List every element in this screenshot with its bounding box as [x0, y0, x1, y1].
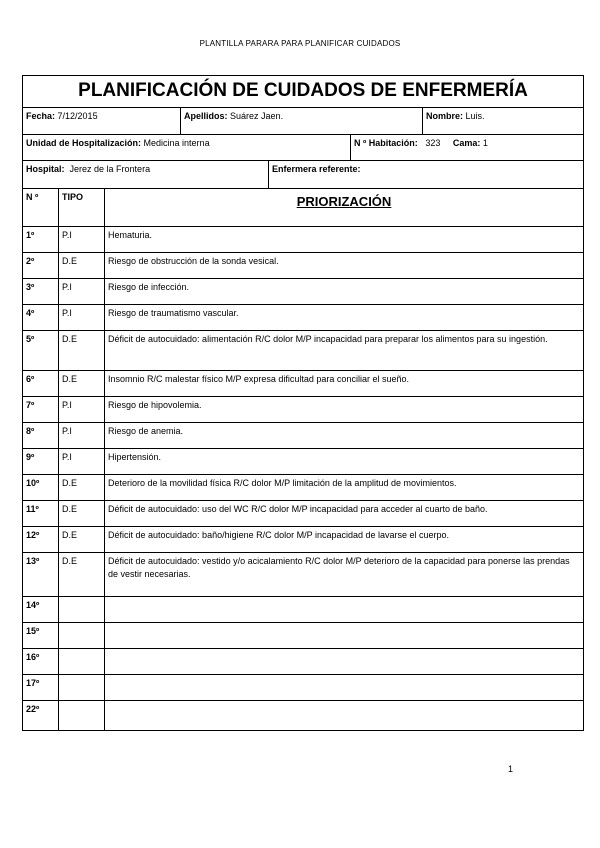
row-diagnosis	[104, 622, 584, 649]
page-header: PLANTILLA PARARA PARA PLANIFICAR CUIDADOS	[199, 39, 401, 48]
unidad-value: Medicina interna	[143, 138, 210, 148]
unidad-cell	[22, 134, 351, 161]
page-number: 1	[508, 764, 514, 774]
row-number: 10º	[22, 474, 59, 501]
fecha-label: Fecha:	[26, 111, 56, 121]
row-tipo: P.I	[58, 226, 105, 253]
row-diagnosis: Riesgo de obstrucción de la sonda vesical.	[104, 252, 584, 279]
habitacion-cell	[350, 134, 584, 161]
row-tipo: D.E	[58, 500, 105, 527]
row-tipo: D.E	[58, 330, 105, 371]
row-number: 14º	[22, 596, 59, 623]
row-tipo: P.I	[58, 396, 105, 423]
hospital-value: Jerez de la Frontera	[69, 164, 151, 174]
hospital-cell	[22, 160, 269, 189]
row-tipo	[58, 648, 105, 675]
row-diagnosis: Insomnio R/C malestar físico M/P expresa dificultad para conciliar el sueño.	[104, 370, 584, 397]
row-number: 9º	[22, 448, 59, 475]
row-tipo	[58, 700, 105, 731]
fecha-value: 7/12/2015	[57, 111, 98, 121]
row-number: 12º	[22, 526, 59, 553]
row-diagnosis: Hematuria.	[104, 226, 584, 253]
col-header-n: N º	[22, 188, 59, 227]
row-number: 16º	[22, 648, 59, 675]
row-number: 11º	[22, 500, 59, 527]
habitacion-label: N º Habitación:	[354, 138, 418, 148]
row-number: 1º	[22, 226, 59, 253]
apellidos-cell	[180, 107, 423, 135]
row-number: 17º	[22, 674, 59, 701]
col-header-priorizacion: PRIORIZACIÓN	[104, 188, 584, 227]
row-tipo	[58, 622, 105, 649]
document-title: PLANIFICACIÓN DE CUIDADOS DE ENFERMERÍA	[22, 75, 584, 108]
fecha-cell	[22, 107, 181, 135]
row-diagnosis	[104, 596, 584, 623]
row-tipo: D.E	[58, 370, 105, 397]
cama-value: 1	[482, 138, 488, 148]
row-tipo: P.I	[58, 448, 105, 475]
row-diagnosis	[104, 700, 584, 731]
row-number: 13º	[22, 552, 59, 597]
row-diagnosis: Riesgo de traumatismo vascular.	[104, 304, 584, 331]
row-tipo	[58, 596, 105, 623]
row-number: 7º	[22, 396, 59, 423]
row-tipo: P.I	[58, 422, 105, 449]
row-number: 22º	[22, 700, 59, 731]
row-number: 8º	[22, 422, 59, 449]
row-diagnosis: Déficit de autocuidado: baño/higiene R/C dolor M/P incapacidad de lavarse el cuerpo.	[104, 526, 584, 553]
row-number: 2º	[22, 252, 59, 279]
row-diagnosis	[104, 648, 584, 675]
nombre-cell	[422, 107, 584, 135]
row-diagnosis	[104, 674, 584, 701]
row-tipo	[58, 674, 105, 701]
row-diagnosis: Riesgo de anemia.	[104, 422, 584, 449]
row-tipo: D.E	[58, 526, 105, 553]
col-header-tipo: TIPO	[58, 188, 105, 227]
hospital-label: Hospital:	[26, 164, 65, 174]
row-number: 15º	[22, 622, 59, 649]
unidad-label: Unidad de Hospitalización:	[26, 138, 142, 148]
row-diagnosis: Déficit de autocuidado: vestido y/o acicalamiento R/C dolor M/P deterioro de la capacidad para ponerse las prendas de vestir necesarias.	[104, 552, 584, 597]
row-diagnosis: Déficit de autocuidado: alimentación R/C dolor M/P incapacidad para preparar los alimentos para su ingestión.	[104, 330, 584, 371]
nombre-value: Luis.	[465, 111, 485, 121]
cama-label: Cama:	[452, 138, 481, 148]
row-tipo: P.I	[58, 278, 105, 305]
row-diagnosis: Hipertensión.	[104, 448, 584, 475]
row-diagnosis: Deterioro de la movilidad física R/C dolor M/P limitación de la amplitud de movimientos.	[104, 474, 584, 501]
row-number: 3º	[22, 278, 59, 305]
row-number: 5º	[22, 330, 59, 371]
row-tipo: P.I	[58, 304, 105, 331]
nombre-label: Nombre:	[426, 111, 464, 121]
apellidos-label: Apellidos:	[184, 111, 228, 121]
row-tipo: D.E	[58, 552, 105, 597]
enfermera-cell	[268, 160, 584, 189]
row-number: 6º	[22, 370, 59, 397]
row-diagnosis: Riesgo de infección.	[104, 278, 584, 305]
row-number: 4º	[22, 304, 59, 331]
row-diagnosis: Déficit de autocuidado: uso del WC R/C dolor M/P incapacidad para acceder al cuarto de baño.	[104, 500, 584, 527]
row-tipo: D.E	[58, 474, 105, 501]
row-tipo: D.E	[58, 252, 105, 279]
apellidos-value: Suárez Jaen.	[230, 111, 284, 121]
enfermera-label: Enfermera referente:	[272, 164, 361, 174]
row-diagnosis: Riesgo de hipovolemia.	[104, 396, 584, 423]
habitacion-value: 323	[425, 138, 441, 148]
